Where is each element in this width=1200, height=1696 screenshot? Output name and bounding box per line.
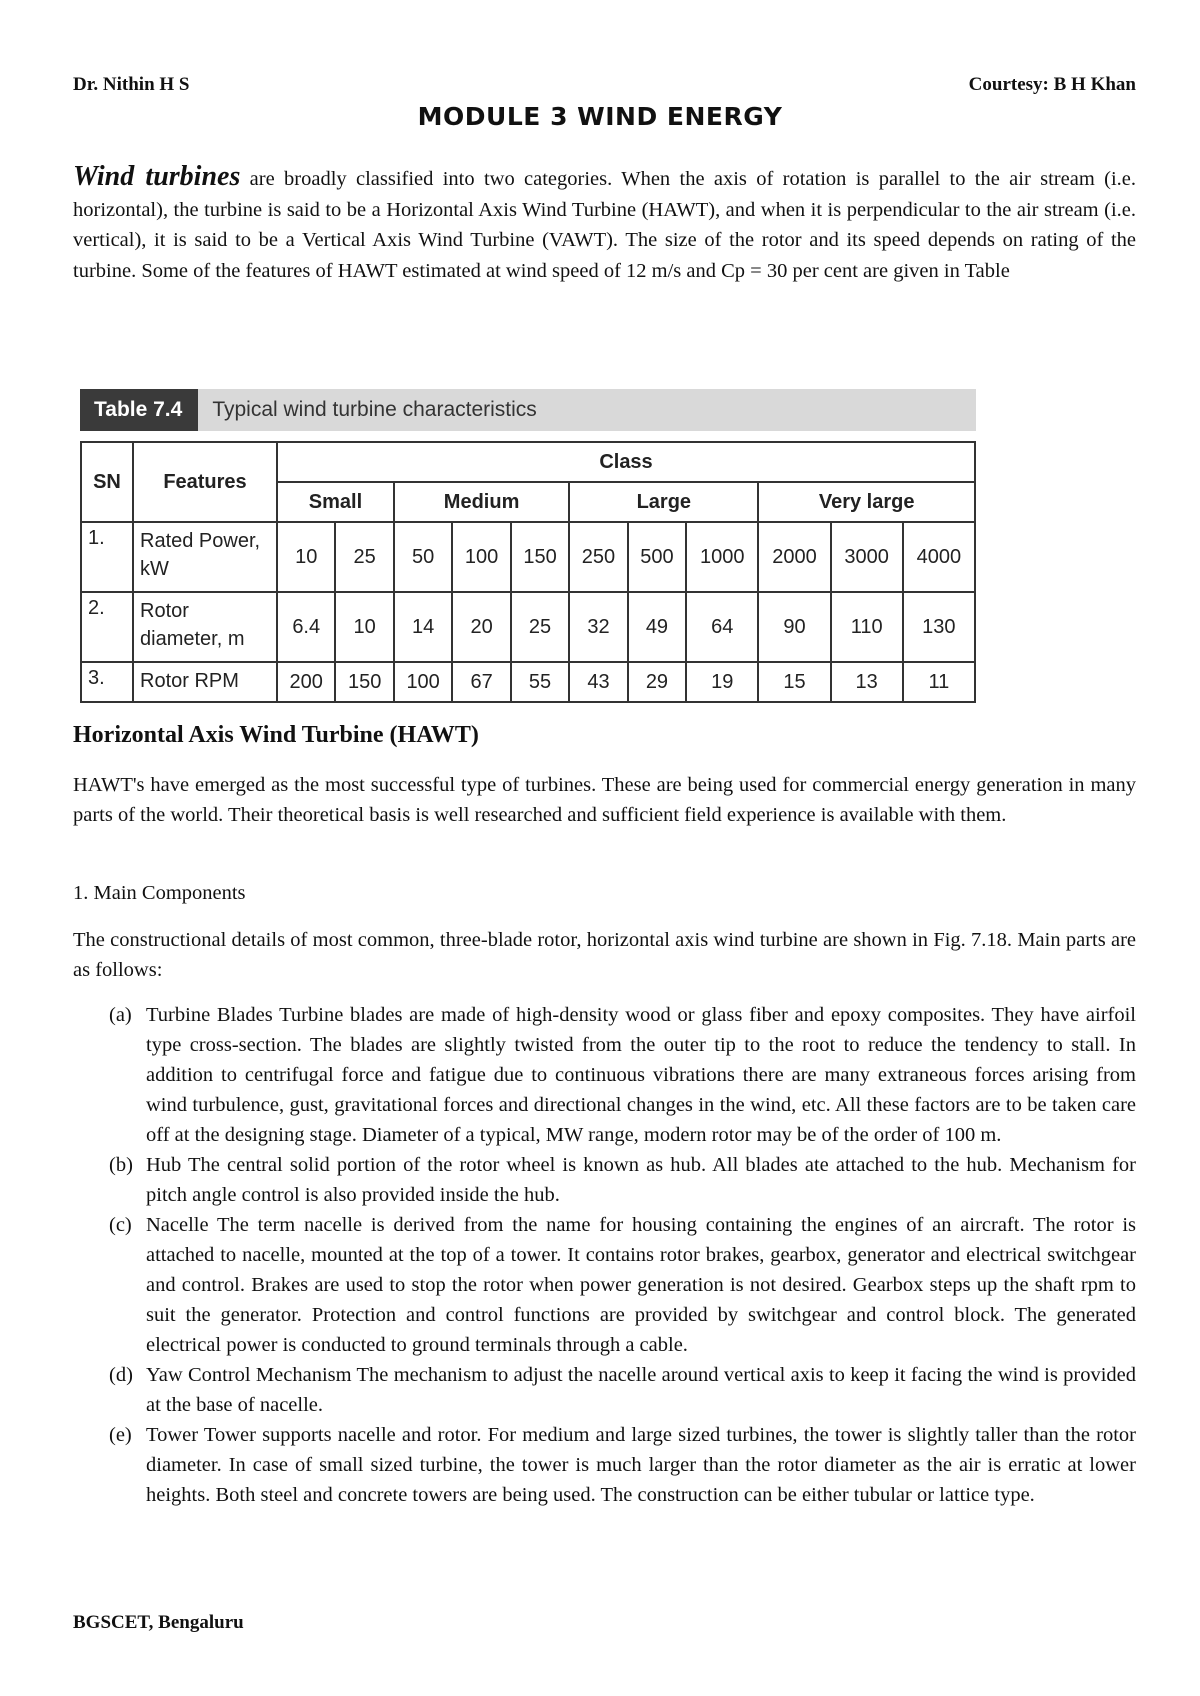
group-small: Small xyxy=(277,482,394,522)
characteristics-table-block xyxy=(80,389,976,703)
list-item xyxy=(73,1000,1136,1150)
subsection-heading: 1. Main Components xyxy=(73,882,246,904)
table-cell: 25 xyxy=(511,592,569,662)
table-cell: 150 xyxy=(335,662,393,702)
list-item xyxy=(73,1420,1136,1510)
table-row xyxy=(81,662,975,702)
row-feature: Rotor diameter, m xyxy=(133,592,277,662)
table-cell: 1000 xyxy=(686,522,758,592)
row-sn: 3. xyxy=(81,662,133,702)
table-cell: 50 xyxy=(394,522,452,592)
table-cell: 25 xyxy=(335,522,393,592)
list-item-text: Hub The central solid portion of the rotor wheel is known as hub. All blades ate attached to the hub. Mechanism for pitch angle control is also provided inside the hub. xyxy=(146,1154,1136,1206)
list-item-text: Nacelle The term nacelle is derived from the name for housing containing the engines of an aircraft. The rotor is attached to nacelle, mounted at the top of a tower. It contains rotor brakes, gearbox, generator and electrical switchgear and control. Brakes are used to stop the rotor when power generation is not desired. Gearbox steps up the shaft rpm to suit the generator. Protection and control functions are provided by switchgear and control block. The generated electrical power is conducted to ground terminals through a cable. xyxy=(146,1214,1136,1356)
list-item-label: (b) xyxy=(109,1154,133,1176)
intro-paragraph xyxy=(73,162,1136,286)
table-cell: 11 xyxy=(903,662,975,702)
group-large: Large xyxy=(569,482,758,522)
list-item xyxy=(73,1150,1136,1210)
components-list xyxy=(73,1000,1136,1510)
header-courtesy: Courtesy: B H Khan xyxy=(968,74,1136,95)
table-cell: 2000 xyxy=(758,522,830,592)
table-cell: 100 xyxy=(394,662,452,702)
table-cell: 3000 xyxy=(831,522,903,592)
list-item-label: (e) xyxy=(109,1424,132,1446)
table-cell: 64 xyxy=(686,592,758,662)
table-cell: 14 xyxy=(394,592,452,662)
table-cell: 100 xyxy=(452,522,510,592)
table-cell: 4000 xyxy=(903,522,975,592)
list-item-text: Yaw Control Mechanism The mechanism to adjust the nacelle around vertical axis to keep it facing the wind is provided at the base of nacelle. xyxy=(146,1364,1136,1416)
table-caption xyxy=(80,389,976,431)
table-cell: 90 xyxy=(758,592,830,662)
row-sn: 2. xyxy=(81,592,133,662)
table-row xyxy=(81,592,975,662)
intro-lead: Wind turbines xyxy=(73,161,241,192)
list-item xyxy=(73,1360,1136,1420)
table-cell: 13 xyxy=(831,662,903,702)
table-cell: 150 xyxy=(511,522,569,592)
table-cell: 6.4 xyxy=(277,592,335,662)
list-item-text: Turbine Blades Turbine blades are made of high-density wood or glass fiber and epoxy composites. They have airfoil type cross-section. The blades are slightly twisted from the outer tip to the root to reduce the tendency to stall. In addition to centrifugal force and fatigue due to continuous vibrations there are many extraneous forces arising from wind turbulence, gust, gravitational forces and directional changes in the wind, etc. All these factors are to be taken care off at the designing stage. Diameter of a typical, MW range, modern rotor may be of the order of 100 m. xyxy=(146,1004,1136,1146)
header-author: Dr. Nithin H S xyxy=(73,74,190,95)
table-cell: 500 xyxy=(628,522,686,592)
table-cell: 20 xyxy=(452,592,510,662)
col-class: Class xyxy=(277,442,975,482)
row-feature: Rated Power, kW xyxy=(133,522,277,592)
footer-institution: BGSCET, Bengaluru xyxy=(73,1612,244,1633)
table-caption-text: Typical wind turbine characteristics xyxy=(212,398,537,421)
table-cell: 43 xyxy=(569,662,627,702)
intro-text: are broadly classified into two categories. When the axis of rotation is parallel to the air stream (i.e. horizontal), the turbine is said to be a Horizontal Axis Wind Turbine (HAWT), and when it is perpendicular to the air stream (i.e. vertical), it is said to be a Vertical Axis Wind Turbine (VAWT). The size of the rotor and its speed depends on rating of the turbine. Some of the features of HAWT estimated at wind speed of 12 m/s and Cp = 30 per cent are given in Table xyxy=(73,168,1136,282)
row-feature: Rotor RPM xyxy=(133,662,277,702)
list-item-label: (a) xyxy=(109,1004,132,1026)
table-cell: 67 xyxy=(452,662,510,702)
characteristics-table xyxy=(80,441,976,703)
table-cell: 10 xyxy=(335,592,393,662)
page-title: MODULE 3 WIND ENERGY xyxy=(417,102,783,131)
table-cell: 250 xyxy=(569,522,627,592)
col-features: Features xyxy=(133,442,277,522)
col-sn: SN xyxy=(81,442,133,522)
table-cell: 29 xyxy=(628,662,686,702)
group-medium: Medium xyxy=(394,482,569,522)
table-cell: 130 xyxy=(903,592,975,662)
row-sn: 1. xyxy=(81,522,133,592)
list-item-label: (d) xyxy=(109,1364,133,1386)
list-item-label: (c) xyxy=(109,1214,132,1236)
components-intro: The constructional details of most common, three-blade rotor, horizontal axis wind turbine are shown in Fig. 7.18. Main parts are as follows: xyxy=(73,929,1136,981)
table-cell: 200 xyxy=(277,662,335,702)
table-cell: 55 xyxy=(511,662,569,702)
list-item xyxy=(73,1210,1136,1360)
table-cell: 19 xyxy=(686,662,758,702)
list-item-text: Tower Tower supports nacelle and rotor. For medium and large sized turbines, the tower is slightly taller than the rotor diameter. In case of small sized turbine, the tower is much larger than the rotor diameter as the air is erratic at lower heights. Both steel and concrete towers are being used. The construction can be either tubular or lattice type. xyxy=(146,1424,1136,1506)
table-cell: 49 xyxy=(628,592,686,662)
table-cell: 15 xyxy=(758,662,830,702)
table-cell: 10 xyxy=(277,522,335,592)
table-row xyxy=(81,522,975,592)
hawt-paragraph: HAWT's have emerged as the most successful type of turbines. These are being used for commercial energy generation in many parts of the world. Their theoretical basis is well researched and sufficient field experience is available with them. xyxy=(73,774,1136,826)
table-number: Table 7.4 xyxy=(80,389,198,431)
group-very-large: Very large xyxy=(758,482,975,522)
table-cell: 32 xyxy=(569,592,627,662)
section-heading: Horizontal Axis Wind Turbine (HAWT) xyxy=(73,722,479,748)
table-cell: 110 xyxy=(831,592,903,662)
